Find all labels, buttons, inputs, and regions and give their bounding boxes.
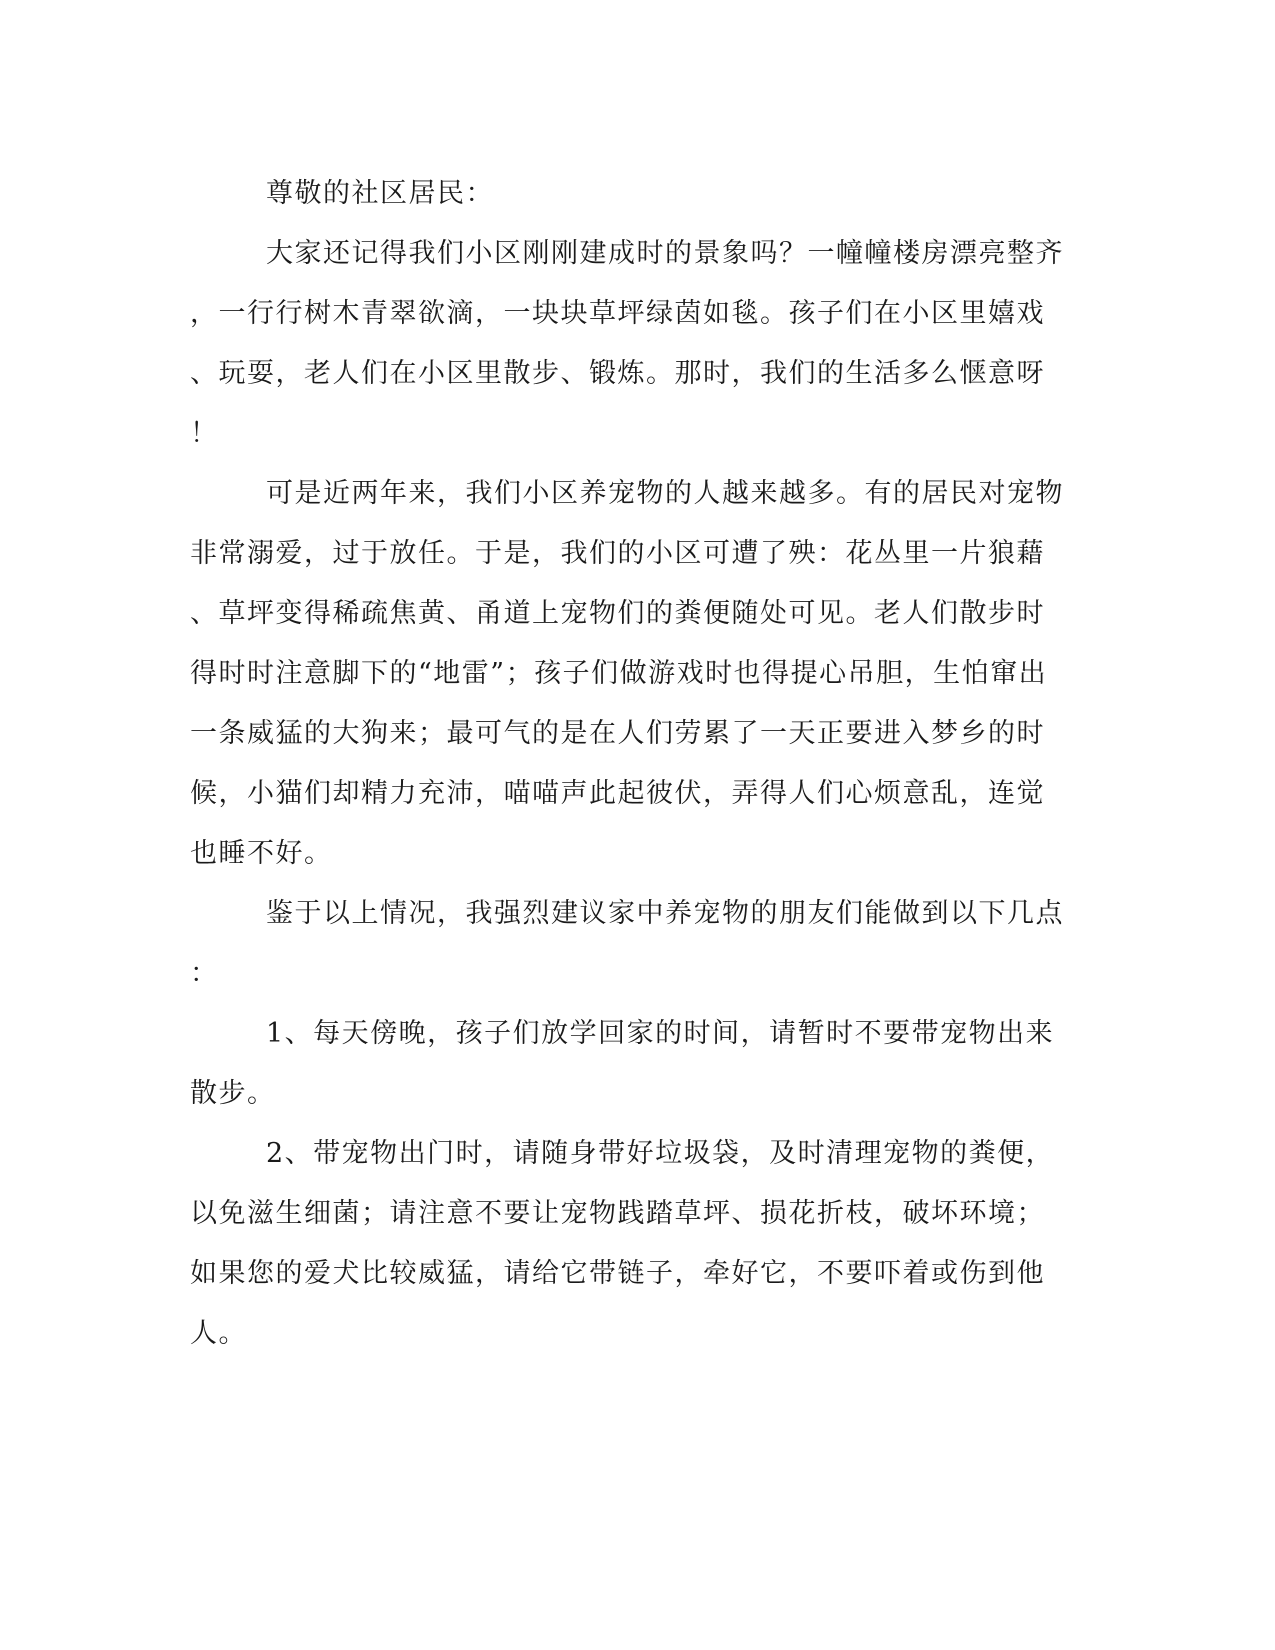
salutation: 尊敬的社区居民：: [266, 178, 494, 209]
paragraph-suggestion-1: 1、每天傍晚，孩子们放学回家的时间，请暂时不要带宠物出来 散步。: [190, 1018, 1055, 1109]
paragraph-problem: 可是近两年来，我们小区养宠物的人越来越多。有的居民对宠物 非常溺爱，过于放任。于是，我们的小区可遭了殃：花丛里一片狼藉 、草坪变得稀疏焦黄、甬道上宠物们的粪便随处可见。老人们散步时 得时时注意脚下的“地雷”；孩子们做游戏时也得提心吊胆，生怕窜出 一条威猛的大狗来；最可气的是在人们劳累了一天正要进入梦乡的时 候，小猫们却精力充沛，喵喵声此起彼伏，弄得人们心烦意乱，连觉 也睡不好。: [190, 478, 1064, 869]
paragraph-proposal-intro: 鉴于以上情况，我强烈建议家中养宠物的朋友们能做到以下几点 ：: [190, 898, 1064, 989]
letter-body: [190, 164, 1070, 1364]
paragraph-suggestion-2: 2、带宠物出门时，请随身带好垃圾袋，及时清理宠物的粪便， 以免滋生细菌；请注意不要让宠物践踏草坪、损花折枝，破坏环境； 如果您的爱犬比较威猛，请给它带链子，牵好它，不要吓着或伤到他 人。: [190, 1138, 1055, 1349]
paragraph-recollection: 大家还记得我们小区刚刚建成时的景象吗？一幢幢楼房漂亮整齐 ，一行行树木青翠欲滴，一块块草坪绿茵如毯。孩子们在小区里嬉戏 、玩耍，老人们在小区里散步、锻炼。那时，我们的生活多么惬意呀 ！: [190, 238, 1064, 449]
